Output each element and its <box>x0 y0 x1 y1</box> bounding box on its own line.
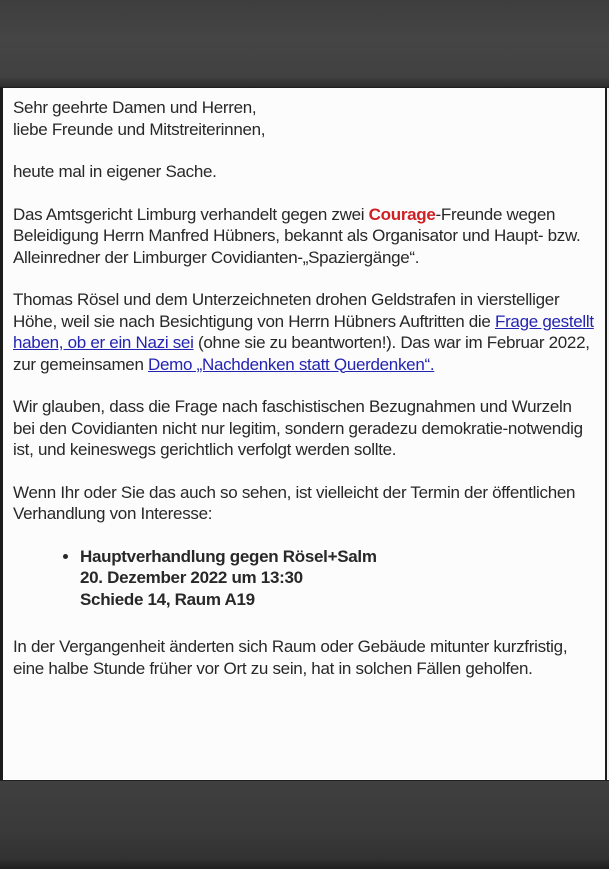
text-run: Wenn Ihr oder Sie das auch so sehen, ist vielleicht der Termin der öffentlichen Verhandlung von Interesse: <box>13 482 576 523</box>
text-run: liebe Freunde und Mitstreiterinnen, <box>13 119 266 139</box>
text-run: -Freunde wegen Beleidigung Herrn Manfred Hübners, bekannt als Organisator und Haupt- bzw. Alleinredner der Limburger Covidianten-„Spaziergänge“. <box>13 204 581 267</box>
paragraph-closing-note <box>13 636 594 679</box>
text-run: heute mal in eigener Sache. <box>13 162 217 181</box>
text-run: Wir glauben, dass die Frage nach faschistischen Bezugnahmen und Wurzeln bei den Covidianten nicht nur legitim, sondern geradezu demokratie-notwendig ist, und keineswegs gerichtlich verfolgt werden sollte. <box>13 397 583 459</box>
text-run: (ohne sie zu beantworten!). Das war im Februar 2022, zur gemeinsamen <box>13 333 590 374</box>
letterbox-top-bar <box>0 0 609 88</box>
brand-name-courage: Courage <box>368 204 436 224</box>
letter-body <box>3 88 605 679</box>
list-hearing-details <box>13 546 594 611</box>
letterbox-bottom-bar <box>0 780 609 869</box>
inline-link[interactable]: Frage gestellt haben, ob er ein Nazi sei <box>13 311 594 352</box>
text-run: In der Vergangenheit änderten sich Raum oder Gebäude mitunter kurzfristig, eine halbe Stunde früher vor Ort zu sein, hat in solchen Fällen geholfen. <box>13 637 568 678</box>
paragraph-invitation <box>13 482 594 525</box>
paragraph-intro <box>13 161 594 183</box>
list-item-hearing-details <box>80 546 594 611</box>
paragraph-case-description <box>13 204 594 269</box>
paragraph-salutation <box>13 97 594 140</box>
text-run: Sehr geehrte Damen und Herren, <box>13 98 257 117</box>
paragraph-statement <box>13 396 594 461</box>
text-run: Thomas Rösel und dem Unterzeichneten drohen Geldstrafen in vierstelliger Höhe, weil sie nach Besichtigung von Herrn Hübners Auftritten die <box>13 290 560 331</box>
detail-line: 20. Dezember 2022 um 13:30 <box>80 568 303 587</box>
detail-line: Schiede 14, Raum A19 <box>80 589 255 609</box>
text-run: Das Amtsgericht Limburg verhandelt gegen zwei <box>13 204 369 224</box>
paragraph-charges <box>13 289 594 375</box>
inline-link[interactable]: Demo „Nachdenken statt Querdenken“. <box>148 354 435 374</box>
detail-line: Hauptverhandlung gegen Rösel+Salm <box>80 546 377 566</box>
letter-document <box>0 88 607 780</box>
